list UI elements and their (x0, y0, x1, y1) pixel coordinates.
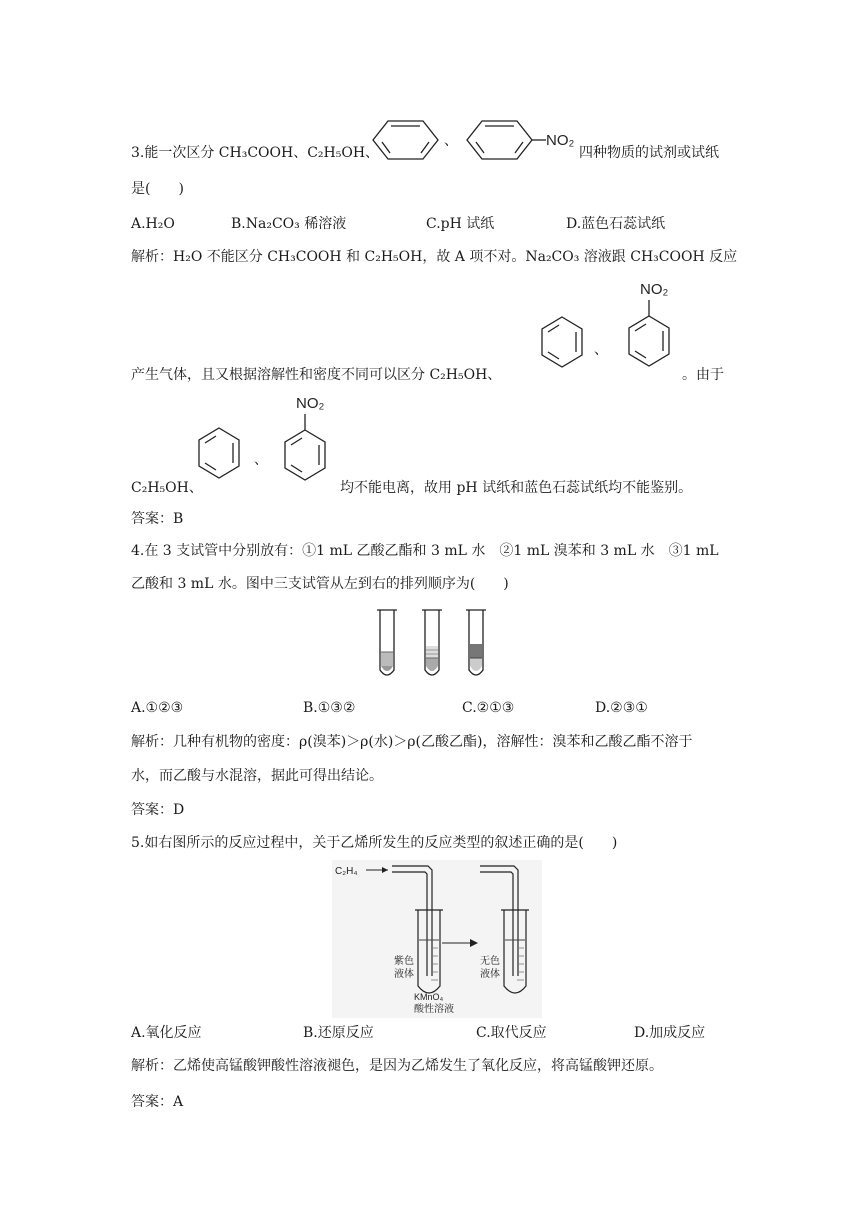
q3-separator: 、 (254, 452, 268, 468)
left-liquid-label-1: 紫色 (394, 956, 414, 967)
q5-stem: 5.如右图所示的反应过程中，关于乙烯所发生的反应类型的叙述正确的是( ) (131, 835, 618, 851)
right-liquid-label-1: 无色 (480, 956, 500, 967)
benzene-structure (197, 424, 247, 490)
nitro-group-label: NO₂ (640, 281, 669, 298)
benzene-structure (540, 313, 590, 379)
q5-option-b: B.还原反应 (303, 1025, 374, 1041)
q4-stem-line1: 4.在 3 支试管中分别放有：①1 mL 乙酸乙酯和 3 mL 水 ②1 mL 溴苯和 3 mL 水 ③1 mL (131, 543, 719, 559)
reagent-label-2: 酸性溶液 (414, 1004, 454, 1015)
q4-stem-line2: 乙酸和 3 mL 水。图中三支试管从左到右的排列顺序为( ) (131, 576, 509, 592)
q4-option-b: B.①③② (303, 700, 356, 716)
q3-analysis-line3-prefix: C₂H₅OH、 (131, 480, 203, 496)
q3-option-b: B.Na₂CO₃ 稀溶液 (231, 216, 347, 232)
q3-answer: 答案：B (131, 511, 184, 527)
gas-label: C₂H₄ (335, 866, 358, 877)
test-tube-right (466, 610, 486, 675)
q3-option-d: D.蓝色石蕊试纸 (566, 216, 666, 232)
ethylene-kmno4-figure (332, 860, 542, 1018)
q3-stem-prefix: 3.能一次区分 CH₃COOH、C₂H₅OH、 (131, 145, 380, 161)
test-tubes-figure (374, 606, 494, 684)
q3-analysis-line2-prefix: 产生气体，且又根据溶解性和密度不同可以区分 C₂H₅OH、 (131, 367, 502, 383)
q3-analysis-line1: 解析：H₂O 不能区分 CH₃COOH 和 C₂H₅OH，故 A 项不对。Na₂CO₃ 溶液跟 CH₃COOH 反应 (131, 249, 738, 265)
nitrobenzene-structure (276, 390, 336, 494)
nitro-group-label: NO₂ (296, 395, 325, 412)
nitrobenzene-structure (462, 117, 582, 163)
q3-analysis-line2-suffix: 。由于 (682, 367, 724, 383)
q4-option-d: D.②③① (595, 700, 648, 716)
q5-option-a: A.氧化反应 (131, 1025, 202, 1041)
nitrobenzene-structure (620, 276, 680, 380)
reagent-label-1: KMnO₄ (414, 992, 444, 1002)
q5-analysis: 解析：乙烯使高锰酸钾酸性溶液褪色，是因为乙烯发生了氧化反应，将高锰酸钾还原。 (131, 1058, 663, 1074)
q4-option-c: C.②①③ (462, 700, 515, 716)
test-tube-left (377, 610, 397, 675)
q3-analysis-line3-suffix: 均不能电离，故用 pH 试纸和蓝色石蕊试纸均不能鉴别。 (340, 480, 693, 496)
q4-option-a: A.①②③ (131, 700, 184, 716)
right-liquid-label-2: 液体 (480, 969, 500, 980)
q3-option-a: A.H₂O (131, 216, 175, 232)
q5-answer: 答案：A (131, 1094, 184, 1110)
left-liquid-label-2: 液体 (394, 969, 414, 980)
test-tube-middle (422, 610, 442, 675)
q4-analysis-line1: 解析：几种有机物的密度：ρ(溴苯)＞ρ(水)＞ρ(乙酸乙酯)，溶解性：溴苯和乙酸乙酯不溶于 (131, 734, 693, 750)
q3-stem-line2: 是( ) (131, 181, 184, 197)
q3-option-c: C.pH 试纸 (426, 216, 495, 232)
q3-separator: 、 (444, 133, 458, 149)
q5-option-d: D.加成反应 (634, 1025, 706, 1041)
q3-separator: 、 (594, 342, 608, 358)
nitro-group-label: NO₂ (546, 132, 575, 149)
q4-analysis-line2: 水，而乙酸与水混溶，据此可得出结论。 (131, 768, 383, 784)
q5-option-c: C.取代反应 (476, 1025, 547, 1041)
q3-stem-suffix: 四种物质的试剂或试纸 (579, 145, 719, 161)
q4-answer: 答案：D (131, 802, 185, 818)
benzene-structure (368, 117, 448, 163)
q3-stem-line1 (131, 143, 379, 163)
